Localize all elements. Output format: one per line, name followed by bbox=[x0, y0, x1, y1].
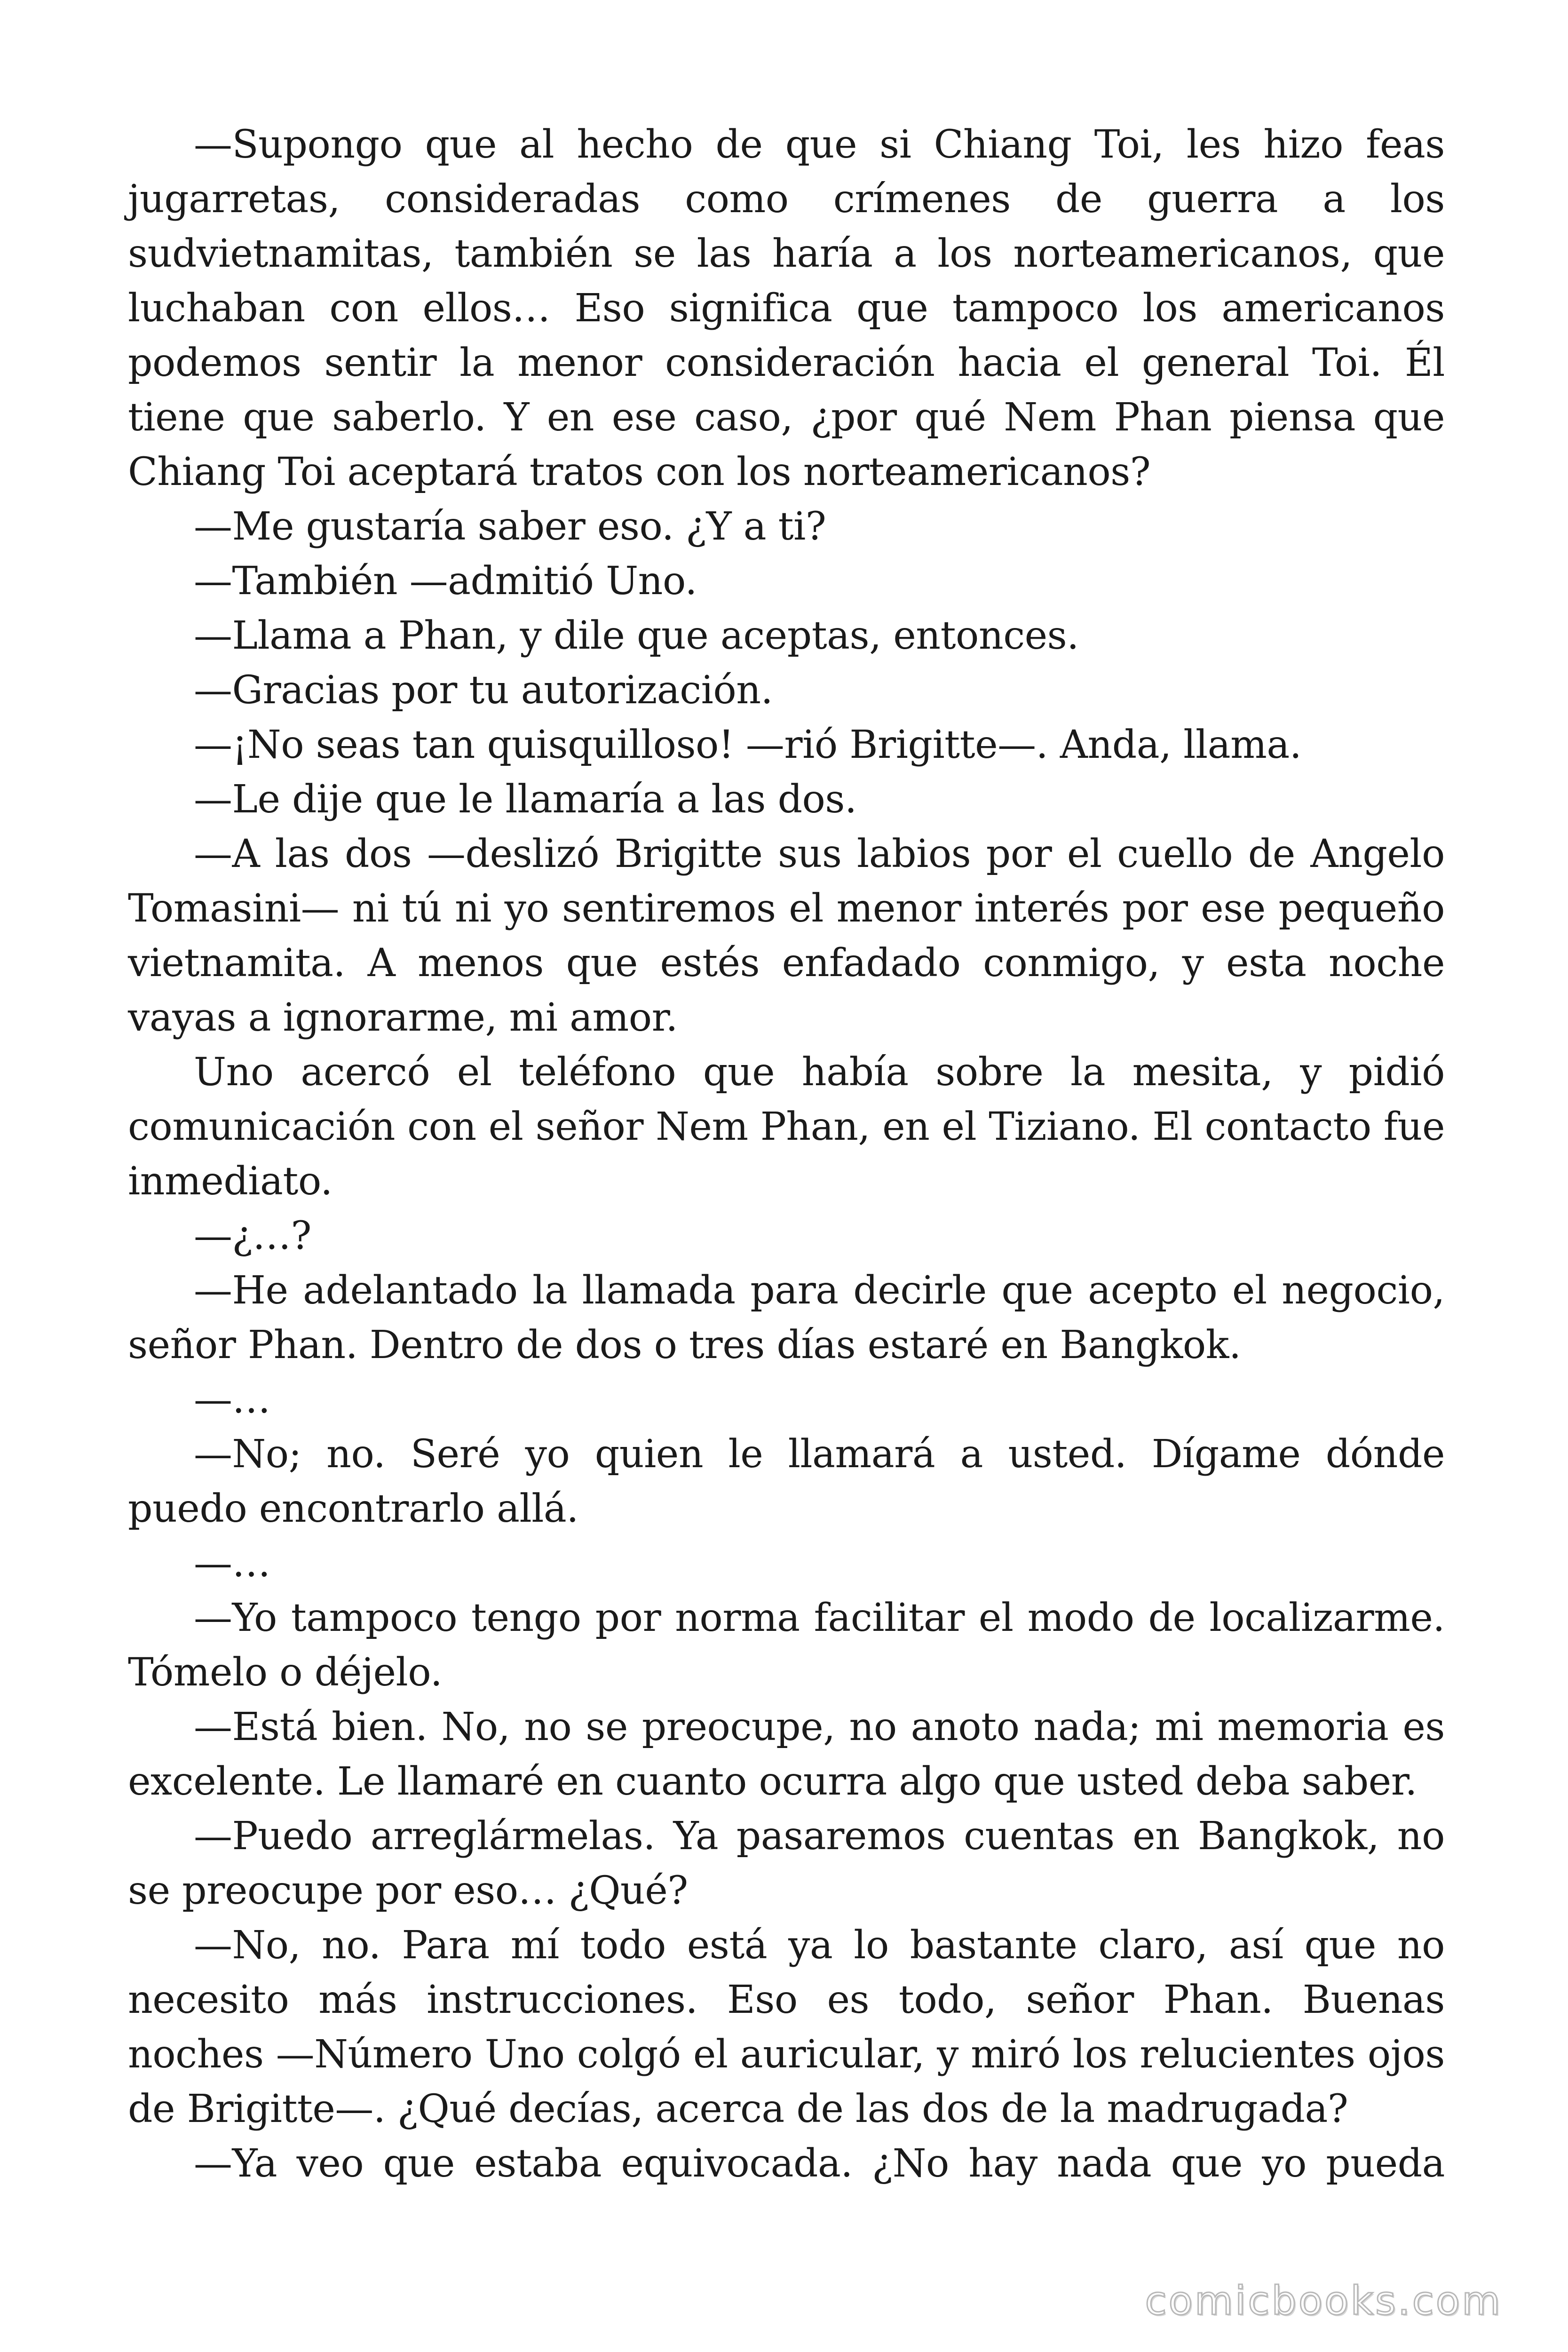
watermark: comicbooks.com bbox=[1145, 2278, 1502, 2324]
paragraph: —No; no. Seré yo quien le llamará a usted. Dígame dónde puedo encontrarlo allá. bbox=[128, 1432, 1445, 1531]
paragraph: —Me gustaría saber eso. ¿Y a ti? bbox=[194, 504, 826, 549]
paragraph: —Llama a Phan, y dile que aceptas, entonces. bbox=[194, 613, 1079, 658]
page-text bbox=[128, 118, 1445, 2191]
paragraph: —¡No seas tan quisquilloso! —rió Brigitte—. Anda, llama. bbox=[194, 723, 1302, 767]
paragraph-continues: —Ya veo que estaba equivocada. ¿No hay nada que yo pueda bbox=[194, 2141, 1445, 2186]
paragraph: —He adelantado la llamada para decirle que acepto el negocio, señor Phan. Dentro de dos o tres días estaré en Bangkok. bbox=[128, 1268, 1445, 1367]
paragraph: —No, no. Para mí todo está ya lo bastante claro, así que no necesito más instrucciones. Eso es todo, señor Phan. Buenas noches —Número Uno colgó el auricular, y miró los relucientes ojos de Brigitte—. ¿Qué decías, acerca de las dos de la madrugada? bbox=[128, 1923, 1445, 2131]
paragraph: —Está bien. No, no se preocupe, no anoto nada; mi memoria es excelente. Le llamaré en cuanto ocurra algo que usted deba saber. bbox=[128, 1705, 1445, 1804]
paragraph: —Le dije que le llamaría a las dos. bbox=[194, 777, 857, 822]
paragraph: —… bbox=[194, 1377, 270, 1422]
paragraph: —Supongo que al hecho de que si Chiang Toi, les hizo feas jugarretas, consideradas como crímenes de guerra a los sudvietnamitas, también se las haría a los norteamericanos, que luchaban con ellos… Eso significa que tampoco los americanos podemos sentir la menor consideración hacia el general Toi. Él tiene que saberlo. Y en ese caso, ¿por qué Nem Phan piensa que Chiang Toi aceptará tratos con los norteamericanos? bbox=[128, 122, 1445, 494]
paragraph: —Yo tampoco tengo por norma facilitar el modo de localizarme. Tómelo o déjelo. bbox=[128, 1596, 1445, 1695]
paragraph: —Puedo arreglármelas. Ya pasaremos cuentas en Bangkok, no se preocupe por eso… ¿Qué? bbox=[128, 1814, 1445, 1913]
paragraph: —¿…? bbox=[194, 1214, 311, 1258]
paragraph: Uno acercó el teléfono que había sobre la mesita, y pidió comunicación con el señor Nem Phan, en el Tiziano. El contacto fue inmediato. bbox=[128, 1050, 1445, 1204]
paragraph: —Gracias por tu autorización. bbox=[194, 668, 773, 713]
paragraph: —… bbox=[194, 1541, 270, 1586]
paragraph: —También —admitió Uno. bbox=[194, 559, 697, 604]
paragraph: —A las dos —deslizó Brigitte sus labios por el cuello de Angelo Tomasini— ni tú ni yo sentiremos el menor interés por ese pequeño vietnamita. A menos que estés enfadado conmigo, y esta noche vayas a ignorarme, mi amor. bbox=[128, 832, 1445, 1040]
